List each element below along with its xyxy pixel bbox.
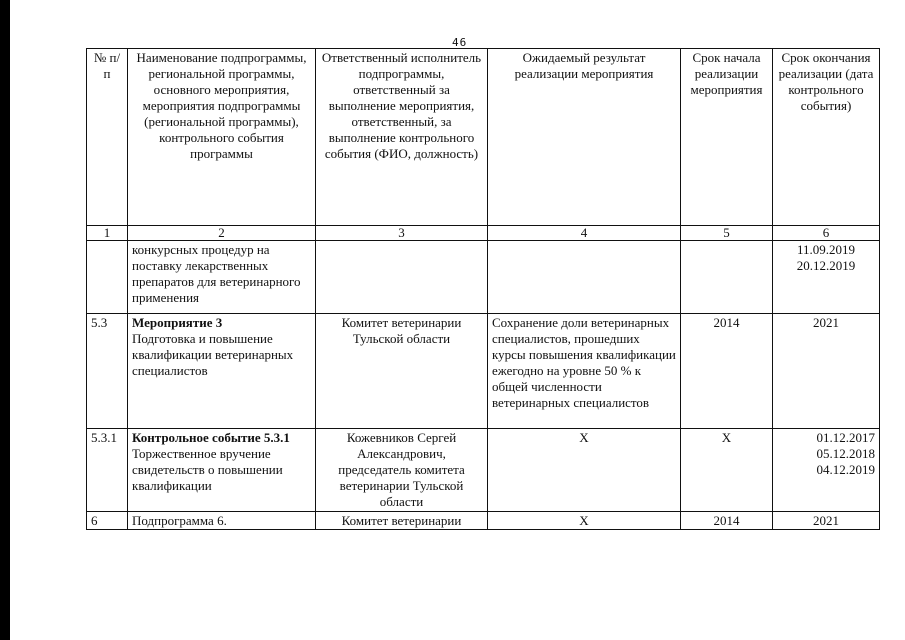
cell-end (773, 241, 880, 314)
header-responsible: Ответственный исполнитель подпрограммы, ответственный за выполнение мероприятия, ответственный, за выполнение контрольного события (ФИО, должность) (316, 49, 488, 226)
cell-end: 2021 (773, 314, 880, 429)
cell-num (87, 241, 128, 314)
scan-border (0, 0, 10, 640)
cell-num: 5.3.1 (87, 429, 128, 512)
column-number-row (87, 226, 880, 241)
cell-responsible: Кожевников Сергей Александрович, председатель комитета ветеринарии Тульской области (316, 429, 488, 512)
column-number: 6 (773, 226, 880, 241)
column-number: 1 (87, 226, 128, 241)
cell-responsible (316, 241, 488, 314)
table-row-5-3-1 (87, 429, 880, 512)
table-header-row (87, 49, 880, 226)
cell-num: 6 (87, 512, 128, 530)
cell-result (488, 241, 681, 314)
activity-description: Подготовка и повышение квалификации ветеринарных специалистов (132, 331, 294, 378)
cell-name (128, 314, 316, 429)
page-number: 46 (452, 36, 468, 49)
activity-title: Мероприятие 3 (132, 315, 223, 330)
cell-start (681, 241, 773, 314)
header-start: Срок начала реализации мероприятия (681, 49, 773, 226)
end-date: 20.12.2019 (796, 258, 856, 273)
cell-responsible: Комитет ветеринарии (316, 512, 488, 530)
plan-table (86, 48, 880, 530)
end-date: 11.09.2019 (796, 242, 856, 257)
column-number: 3 (316, 226, 488, 241)
cell-start: 2014 (681, 512, 773, 530)
cell-result: Сохранение доли ветеринарных специалистов, прошедших курсы повышения квалификации ежегодно на уровне 50 % к общей численности ветеринарных специалистов (488, 314, 681, 429)
cell-responsible: Комитет ветеринарии Тульской области (316, 314, 488, 429)
cell-num: 5.3 (87, 314, 128, 429)
cell-result: Х (488, 429, 681, 512)
column-number: 4 (488, 226, 681, 241)
end-date: 01.12.2017 (816, 430, 875, 445)
cell-end (773, 429, 880, 512)
cell-end: 2021 (773, 512, 880, 530)
event-title: Контрольное событие 5.3.1 (132, 430, 290, 445)
header-num: № п/п (87, 49, 128, 226)
cell-start: 2014 (681, 314, 773, 429)
cell-name: Подпрограмма 6. (128, 512, 316, 530)
table-row-6 (87, 512, 880, 530)
end-date: 05.12.2018 (816, 446, 875, 461)
cell-start: Х (681, 429, 773, 512)
event-description: Торжественное вручение свидетельств о повышении квалификации (132, 446, 283, 493)
column-number: 5 (681, 226, 773, 241)
end-date: 04.12.2019 (816, 462, 875, 477)
cell-result: Х (488, 512, 681, 530)
cell-name (128, 429, 316, 512)
header-end: Срок окончания реализации (дата контрольного события) (773, 49, 880, 226)
column-number: 2 (128, 226, 316, 241)
header-result: Ожидаемый результат реализации мероприятия (488, 49, 681, 226)
table-row-continued (87, 241, 880, 314)
header-name: Наименование подпрограммы, региональной программы, основного мероприятия, мероприятия подпрограммы (региональной программы), контрольного события программы (128, 49, 316, 226)
table-row-5-3 (87, 314, 880, 429)
cell-name: конкурсных процедур на поставку лекарственных препаратов для ветеринарного применения (128, 241, 316, 314)
